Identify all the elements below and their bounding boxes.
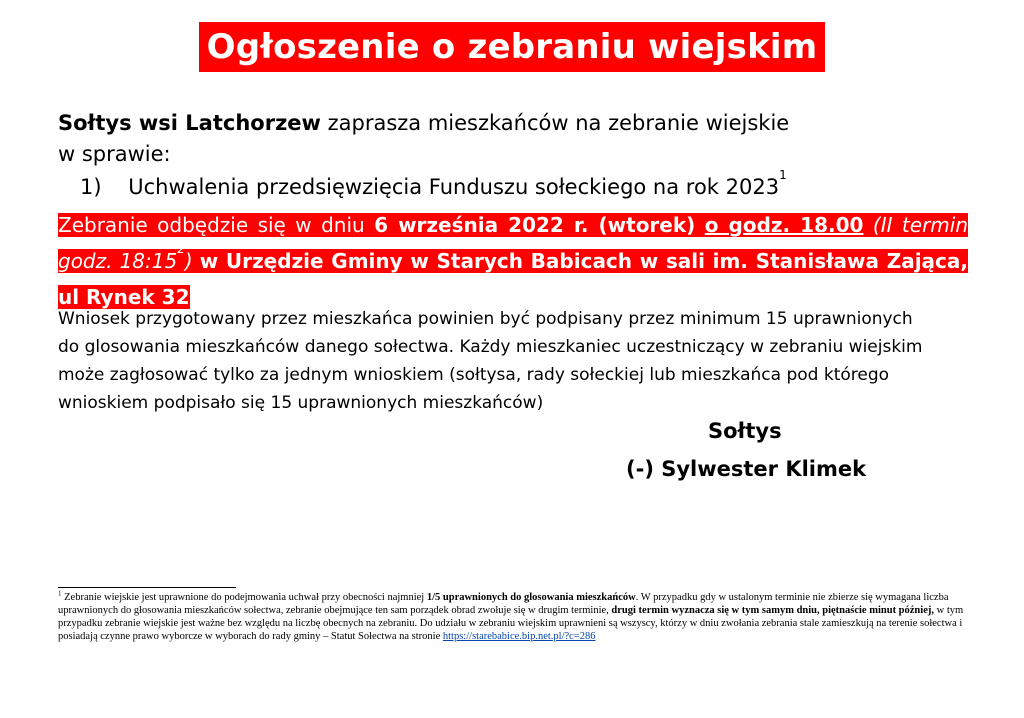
intro-line-2: w sprawie: bbox=[58, 142, 171, 166]
agenda-number: 1) bbox=[80, 175, 102, 199]
intro-invitation: zaprasza mieszkańców na zebranie wiejskie bbox=[320, 111, 790, 135]
motion-line: może zagłosować tylko za jednym wnioskiem (sołtysa, rady sołeckiej lub mieszkańca pod którego bbox=[58, 365, 890, 385]
footnote-text bbox=[58, 591, 968, 643]
meeting-info bbox=[58, 207, 968, 315]
footnote-divider bbox=[58, 587, 236, 588]
second-term-text: (II termin godz. 18:15 bbox=[58, 213, 969, 273]
meeting-time: o godz. 18.00 bbox=[704, 213, 864, 237]
signature-role: Sołtys bbox=[708, 419, 782, 443]
statute-link[interactable]: https://starebabice.bip.net.pl/?c=286 bbox=[442, 631, 596, 642]
footnote-ref-2: 2 bbox=[177, 242, 185, 257]
page-title: Ogłoszenie o zebraniu wiejskim bbox=[199, 22, 826, 72]
motion-line: wnioskiem podpisało się 15 uprawnionych mieszkańców) bbox=[58, 393, 544, 413]
motion-line: Wniosek przygotowany przez mieszkańca powinien być podpisany przez minimum 15 uprawnionych bbox=[58, 309, 913, 329]
intro-paragraph bbox=[58, 108, 958, 170]
meeting-place: w Urzędzie Gminy w Starych Babicach w sali im. Stanisława Zająca, ul Rynek 32 bbox=[58, 249, 968, 309]
footnote-bold-2: drugi termin wyznacza się w tym samym dniu, piętnaście minut później, bbox=[611, 605, 934, 616]
signature-name: (-) Sylwester Klimek bbox=[626, 457, 867, 481]
agenda-item bbox=[80, 168, 960, 203]
meeting-highlight bbox=[58, 213, 968, 309]
title-banner bbox=[0, 22, 1024, 72]
intro-line-1 bbox=[58, 108, 958, 139]
footnote-part-2: . W przypadku gdy w ustalonym terminie nie zbierze się wymagana liczba uprawnionych do głosowania mieszkańców sołectwa, zebranie obejmujące ten sam porządek obrad zwołuje się w drugim terminie, bbox=[58, 592, 949, 616]
motion-paragraph bbox=[58, 305, 968, 417]
intro-organizer: Sołtys wsi Latchorzew bbox=[58, 111, 321, 135]
meeting-date: 6 września 2022 r. (wtorek) bbox=[374, 213, 696, 237]
footnote-part-3: w tym przypadku zebranie wiejskie jest ważne bez względu na liczbę obecnych na zebraniu. Do udziału w zebraniu wiejskim uprawnieni są wszyscy, którzy w dniu zwołania zebrania stale zamieszkują na terenie sołectwa i posiadają czynne prawo wyborcze w wyborach do rady gminy – Statut Sołectwa na stronie bbox=[58, 605, 964, 642]
footnote-part-1: Zebranie wiejskie jest uprawnione do podejmowania uchwał przy obecności najmniej bbox=[61, 592, 427, 603]
footnote-ref-1[interactable]: 1 bbox=[779, 168, 787, 182]
second-term-close: ) bbox=[184, 249, 193, 273]
footnote-bold-1: 1/5 uprawnionych do glosowania mieszkańców bbox=[426, 592, 636, 603]
footnote bbox=[58, 591, 968, 643]
footnote-mark: 1 bbox=[58, 589, 62, 598]
motion-line: do glosowania mieszkańców danego sołectwa. Każdy mieszkaniec uczestniczący w zebraniu wiejskim bbox=[58, 337, 923, 357]
agenda-text: Uchwalenia przedsięwzięcia Funduszu sołeckiego na rok 2023 bbox=[128, 175, 780, 199]
meeting-intro: Zebranie odbędzie się w dniu bbox=[58, 213, 375, 237]
